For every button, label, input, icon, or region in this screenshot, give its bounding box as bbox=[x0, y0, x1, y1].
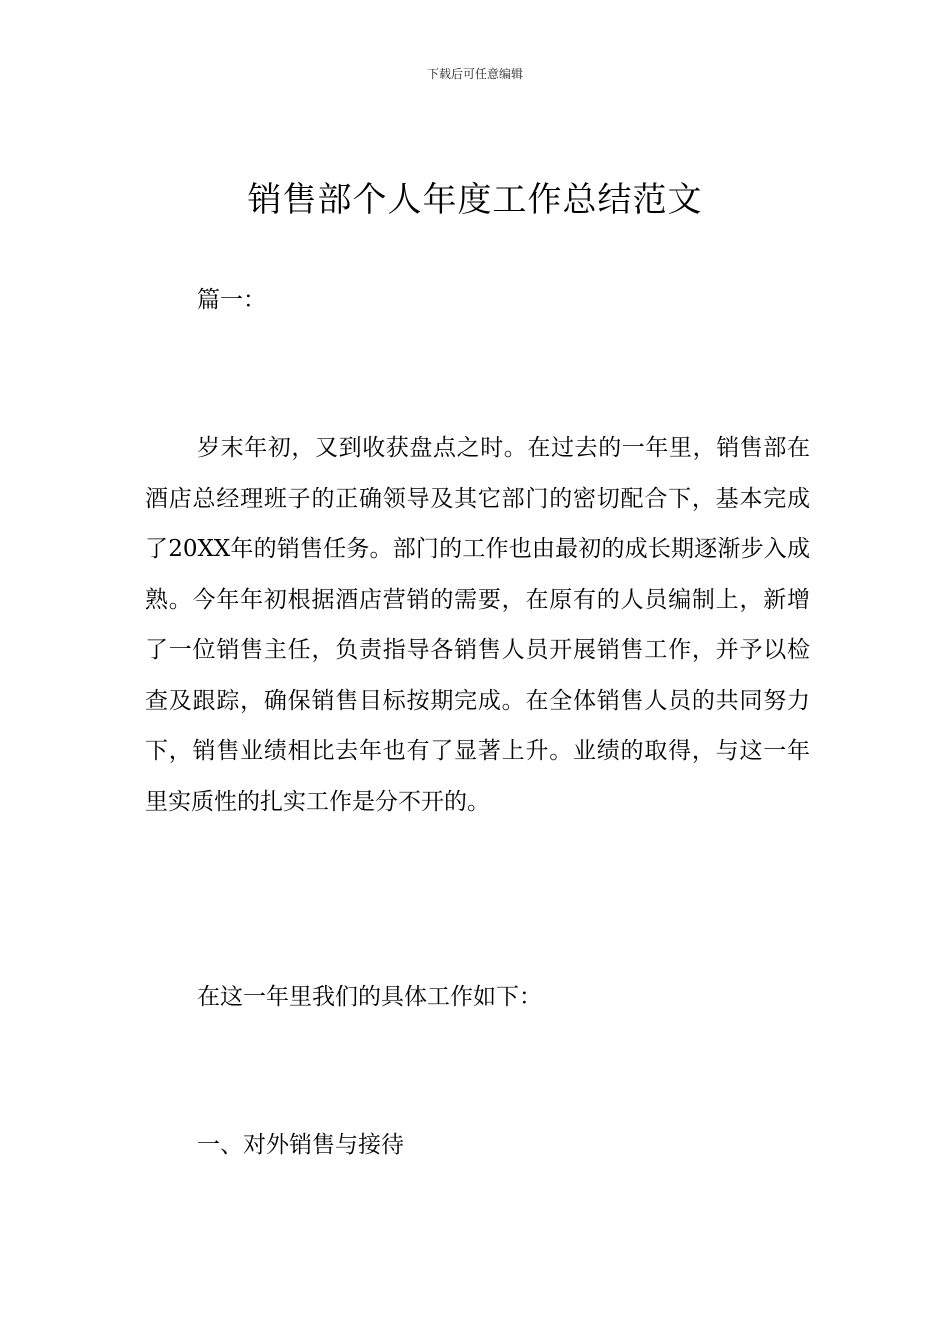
section-heading-1: 一、对外销售与接待 bbox=[197, 1132, 404, 1158]
body-paragraph-1: 岁末年初，又到收获盘点之时。在过去的一年里，销售部在酒店总经理班子的正确领导及其它部门的密切配合下，基本完成了20XX年的销售任务。部门的工作也由最初的成长期逐渐步入成熟。今年年初根据酒店营销的需要，在原有的人员编制上，新增了一位销售主任，负责指导各销售人员开展销售工作，并予以检查及跟踪，确保销售目标按期完成。在全体销售人员的共同努力下，销售业绩相比去年也有了显著上升。业绩的取得，与这一年里实质性的扎实工作是分不开的。 bbox=[145, 435, 810, 815]
document-title: 销售部个人年度工作总结范文 bbox=[247, 180, 703, 220]
part-label: 篇一： bbox=[197, 287, 266, 313]
intro-line: 在这一年里我们的具体工作如下： bbox=[197, 984, 542, 1010]
header-note: 下载后可任意编辑 bbox=[426, 67, 523, 81]
